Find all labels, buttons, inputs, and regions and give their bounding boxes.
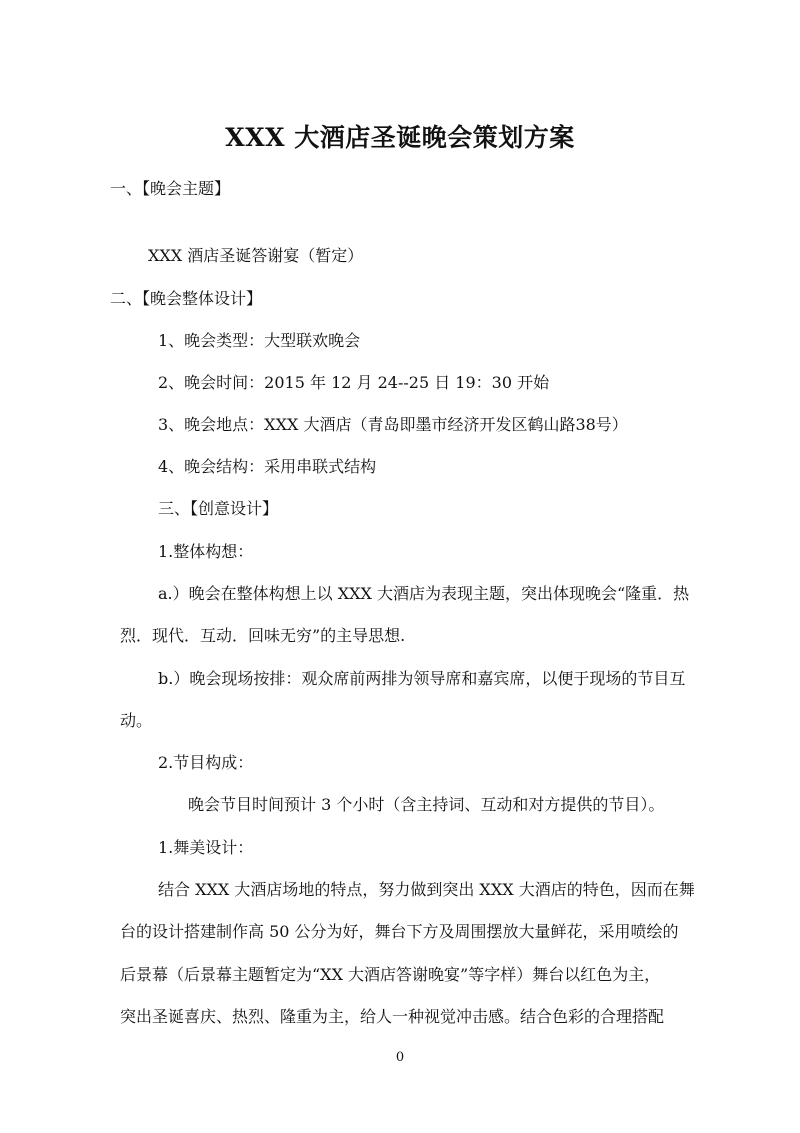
paragraph-line: 突出圣诞喜庆、热烈、隆重为主，给人一种视觉冲击感。结合色彩的合理搭配 xyxy=(120,1007,665,1026)
paragraph-line: 动。 xyxy=(120,711,153,730)
list-item: 3、晚会地点：XXX 大酒店（青岛即墨市经济开发区鹤山路38号） xyxy=(158,415,628,434)
subheading: 2.节目构成： xyxy=(158,753,254,772)
subheading: 1.整体构想： xyxy=(158,542,254,561)
section-heading-creative: 三、【创意设计】 xyxy=(158,499,279,518)
subheading: 1.舞美设计： xyxy=(158,838,254,857)
paragraph-line: 后景幕（后景幕主题暂定为“XX 大酒店答谢晚宴”等字样）舞台以红色为主， xyxy=(120,965,661,984)
paragraph-line: 烈．现代．互动．回味无穷”的主导思想. xyxy=(120,626,406,645)
paragraph-line: a.）晚会在整体构想上以 XXX 大酒店为表现主题，突出体现晚会“隆重．热 xyxy=(158,584,690,603)
paragraph-line: 晚会节目时间预计 3 个小时（含主持词、互动和对方提供的节目）。 xyxy=(188,795,665,814)
list-item: 2、晚会时间：2015 年 12 月 24--25 日 19：30 开始 xyxy=(158,373,550,392)
page-number: 0 xyxy=(395,1050,405,1065)
section-heading-theme: 一、【晚会主题】 xyxy=(110,179,231,198)
paragraph-line: 结合 XXX 大酒店场地的特点，努力做到突出 XXX 大酒店的特色，因而在舞 xyxy=(158,880,695,899)
paragraph-line: XXX 酒店圣诞答谢宴（暂定） xyxy=(148,246,364,265)
list-item: 1、晚会类型：大型联欢晚会 xyxy=(158,331,361,350)
document-title: XXX 大酒店圣诞晚会策划方案 xyxy=(225,123,575,152)
paragraph-line: 台的设计搭建制作高 50 公分为好，舞台下方及周围摆放大量鲜花，采用喷绘的 xyxy=(120,922,679,941)
paragraph-line: b.）晚会现场按排：观众席前两排为领导席和嘉宾席，以便于现场的节目互 xyxy=(158,669,686,688)
list-item: 4、晚会结构：采用串联式结构 xyxy=(158,457,377,476)
section-heading-design: 二、【晚会整体设计】 xyxy=(110,289,263,308)
